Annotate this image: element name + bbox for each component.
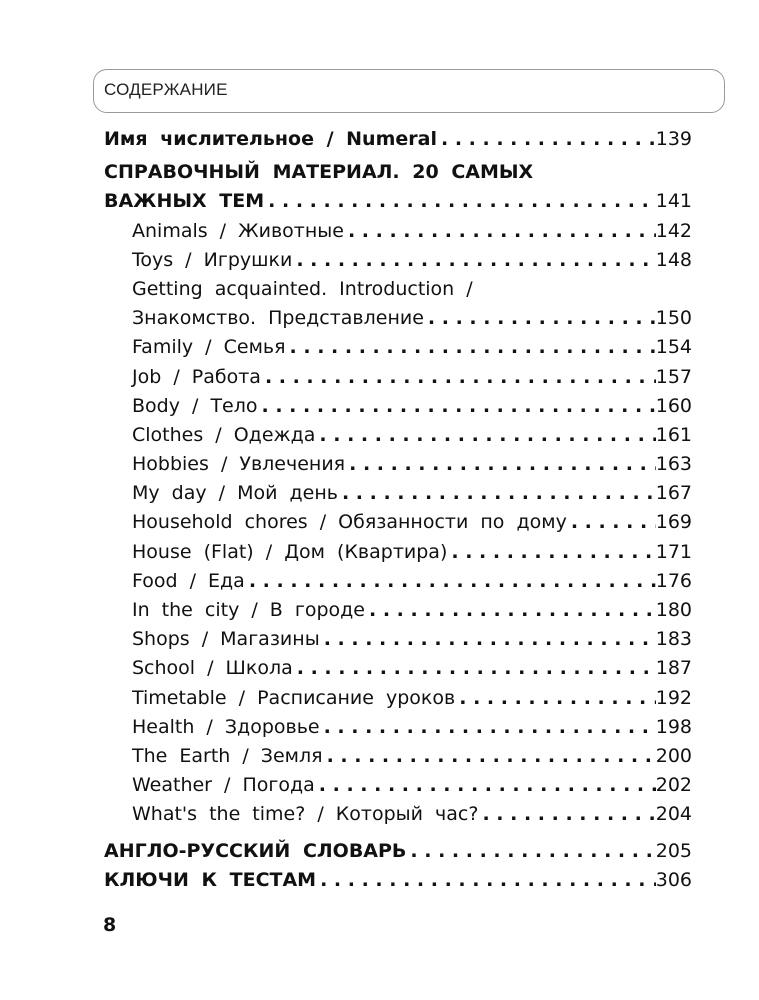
toc-entry-page: 142 [655,219,692,242]
toc-entry-label: Timetable / Расписание уроков [132,686,456,709]
toc-entry-page: 141 [655,190,692,213]
toc-entry-label: Clothes / Одежда [132,423,316,446]
toc-entry[interactable] [104,336,692,365]
toc-entry[interactable] [104,278,692,307]
toc-entry-page: 154 [655,336,692,359]
toc-entry-label: Job / Работа [132,365,261,388]
toc-entry[interactable] [104,541,692,570]
toc-entry[interactable] [104,511,692,540]
toc-entry-page: 187 [655,657,692,680]
toc-entry[interactable] [104,395,692,424]
dot-leader [365,599,656,621]
toc-entry[interactable] [104,803,692,832]
dot-leader [258,395,656,417]
toc-entry-page: 161 [655,423,692,446]
toc-entry-page: 139 [655,128,692,150]
toc-entry-page: 157 [655,365,692,388]
toc-entry-label: Знакомство. Представление [132,307,424,330]
toc-entry[interactable] [104,307,692,336]
toc-entry-label: The Earth / Земля [132,744,323,767]
toc-entry[interactable] [104,840,692,869]
toc-entry-label: My day / Мой день [132,482,338,505]
toc-entry-page: 202 [655,774,692,797]
dot-leader [406,840,655,862]
toc-entry-label: Body / Тело [132,394,258,417]
toc-entry-page: 306 [655,868,692,891]
toc-entry[interactable] [104,869,692,898]
dot-leader [478,803,655,825]
toc-entry-label: Health / Здоровье [132,715,320,738]
toc-entry-page: 200 [655,744,692,767]
toc-entry-page: 167 [655,482,692,505]
toc-entry[interactable] [104,128,692,157]
toc-entry-label: Family / Семья [132,336,286,359]
toc-entry-label: СПРАВОЧНЫЙ МАТЕРИАЛ. 20 САМЫХ [104,161,534,184]
dot-leader [315,424,655,446]
toc-entry-label: Weather / Погода [132,774,315,797]
dot-leader [447,541,655,563]
dot-leader [437,128,656,150]
toc-entry-page: 150 [655,307,692,330]
toc-entry[interactable] [104,657,692,686]
toc-entry-label: In the city / В городе [132,599,365,621]
toc-entry-label: Hobbies / Увлечения [132,453,346,476]
toc-entry[interactable] [104,716,692,745]
toc-entry-label: House (Flat) / Дом (Квартира) [132,540,448,563]
toc-entry-label: КЛЮЧИ К ТЕСТАМ [104,868,317,891]
toc-entry-label: School / Школа [132,657,293,680]
dot-leader [292,249,655,271]
toc-entry-label: Food / Еда [132,569,245,592]
toc-entry-label: Shops / Магазины [132,628,320,651]
toc-entry-label: АНГЛО-РУССКИЙ СЛОВАРЬ [104,839,407,862]
dot-leader [455,687,656,709]
toc-entry-page: 160 [655,394,692,417]
dot-leader [293,657,656,679]
toc-entry-page: 204 [655,803,692,826]
dot-leader [338,482,656,504]
toc-entry-label: ВАЖНЫХ ТЕМ [104,190,265,213]
toc-entry[interactable] [104,161,692,190]
dot-leader [344,220,656,242]
dot-leader [245,570,656,592]
toc-entry[interactable] [104,453,692,482]
page-number: 8 [103,914,117,936]
toc-entry-page: 205 [655,839,692,862]
toc-entry-label: What's the time? / Который час? [132,803,479,826]
toc-entry[interactable] [104,424,692,453]
dot-leader [320,628,656,650]
toc-entry[interactable] [104,366,692,395]
dot-leader [316,869,656,891]
dot-leader [286,336,656,358]
table-of-contents [104,128,692,898]
toc-entry-label: Getting acquainted. Introduction / [132,277,473,300]
toc-entry-label: Household chores / Обязанности по дому [132,511,567,534]
toc-entry-page: 183 [655,628,692,651]
dot-leader [567,511,656,533]
toc-entry[interactable] [104,249,692,278]
toc-entry[interactable] [104,190,692,219]
section-header [93,69,725,113]
toc-entry-page: 192 [655,686,692,709]
dot-leader [261,366,656,388]
toc-entry[interactable] [104,220,692,249]
dot-leader [323,745,656,767]
toc-entry-label: Toys / Игрушки [132,248,293,271]
toc-entry[interactable] [104,745,692,774]
toc-entry-page: 163 [655,453,692,476]
toc-entry[interactable] [104,482,692,511]
toc-entry[interactable] [104,570,692,599]
toc-entry[interactable] [104,774,692,803]
toc-entry-page: 171 [655,540,692,563]
dot-leader [315,774,656,796]
dot-leader [424,307,656,329]
toc-entry[interactable] [104,599,692,628]
toc-entry-label: Имя числительное / Numeral [104,128,437,150]
toc-entry-page: 180 [655,599,692,621]
toc-entry[interactable] [104,628,692,657]
toc-entry-page: 148 [655,248,692,271]
section-title: СОДЕРЖАНИЕ [104,80,228,99]
dot-leader [320,716,656,738]
toc-entry[interactable] [104,687,692,716]
toc-entry-page: 198 [655,715,692,738]
toc-entry-page: 169 [655,511,692,534]
toc-entry-page: 176 [655,569,692,592]
dot-leader [345,453,656,475]
dot-leader [264,190,656,212]
toc-entry-label: Animals / Животные [132,219,344,242]
